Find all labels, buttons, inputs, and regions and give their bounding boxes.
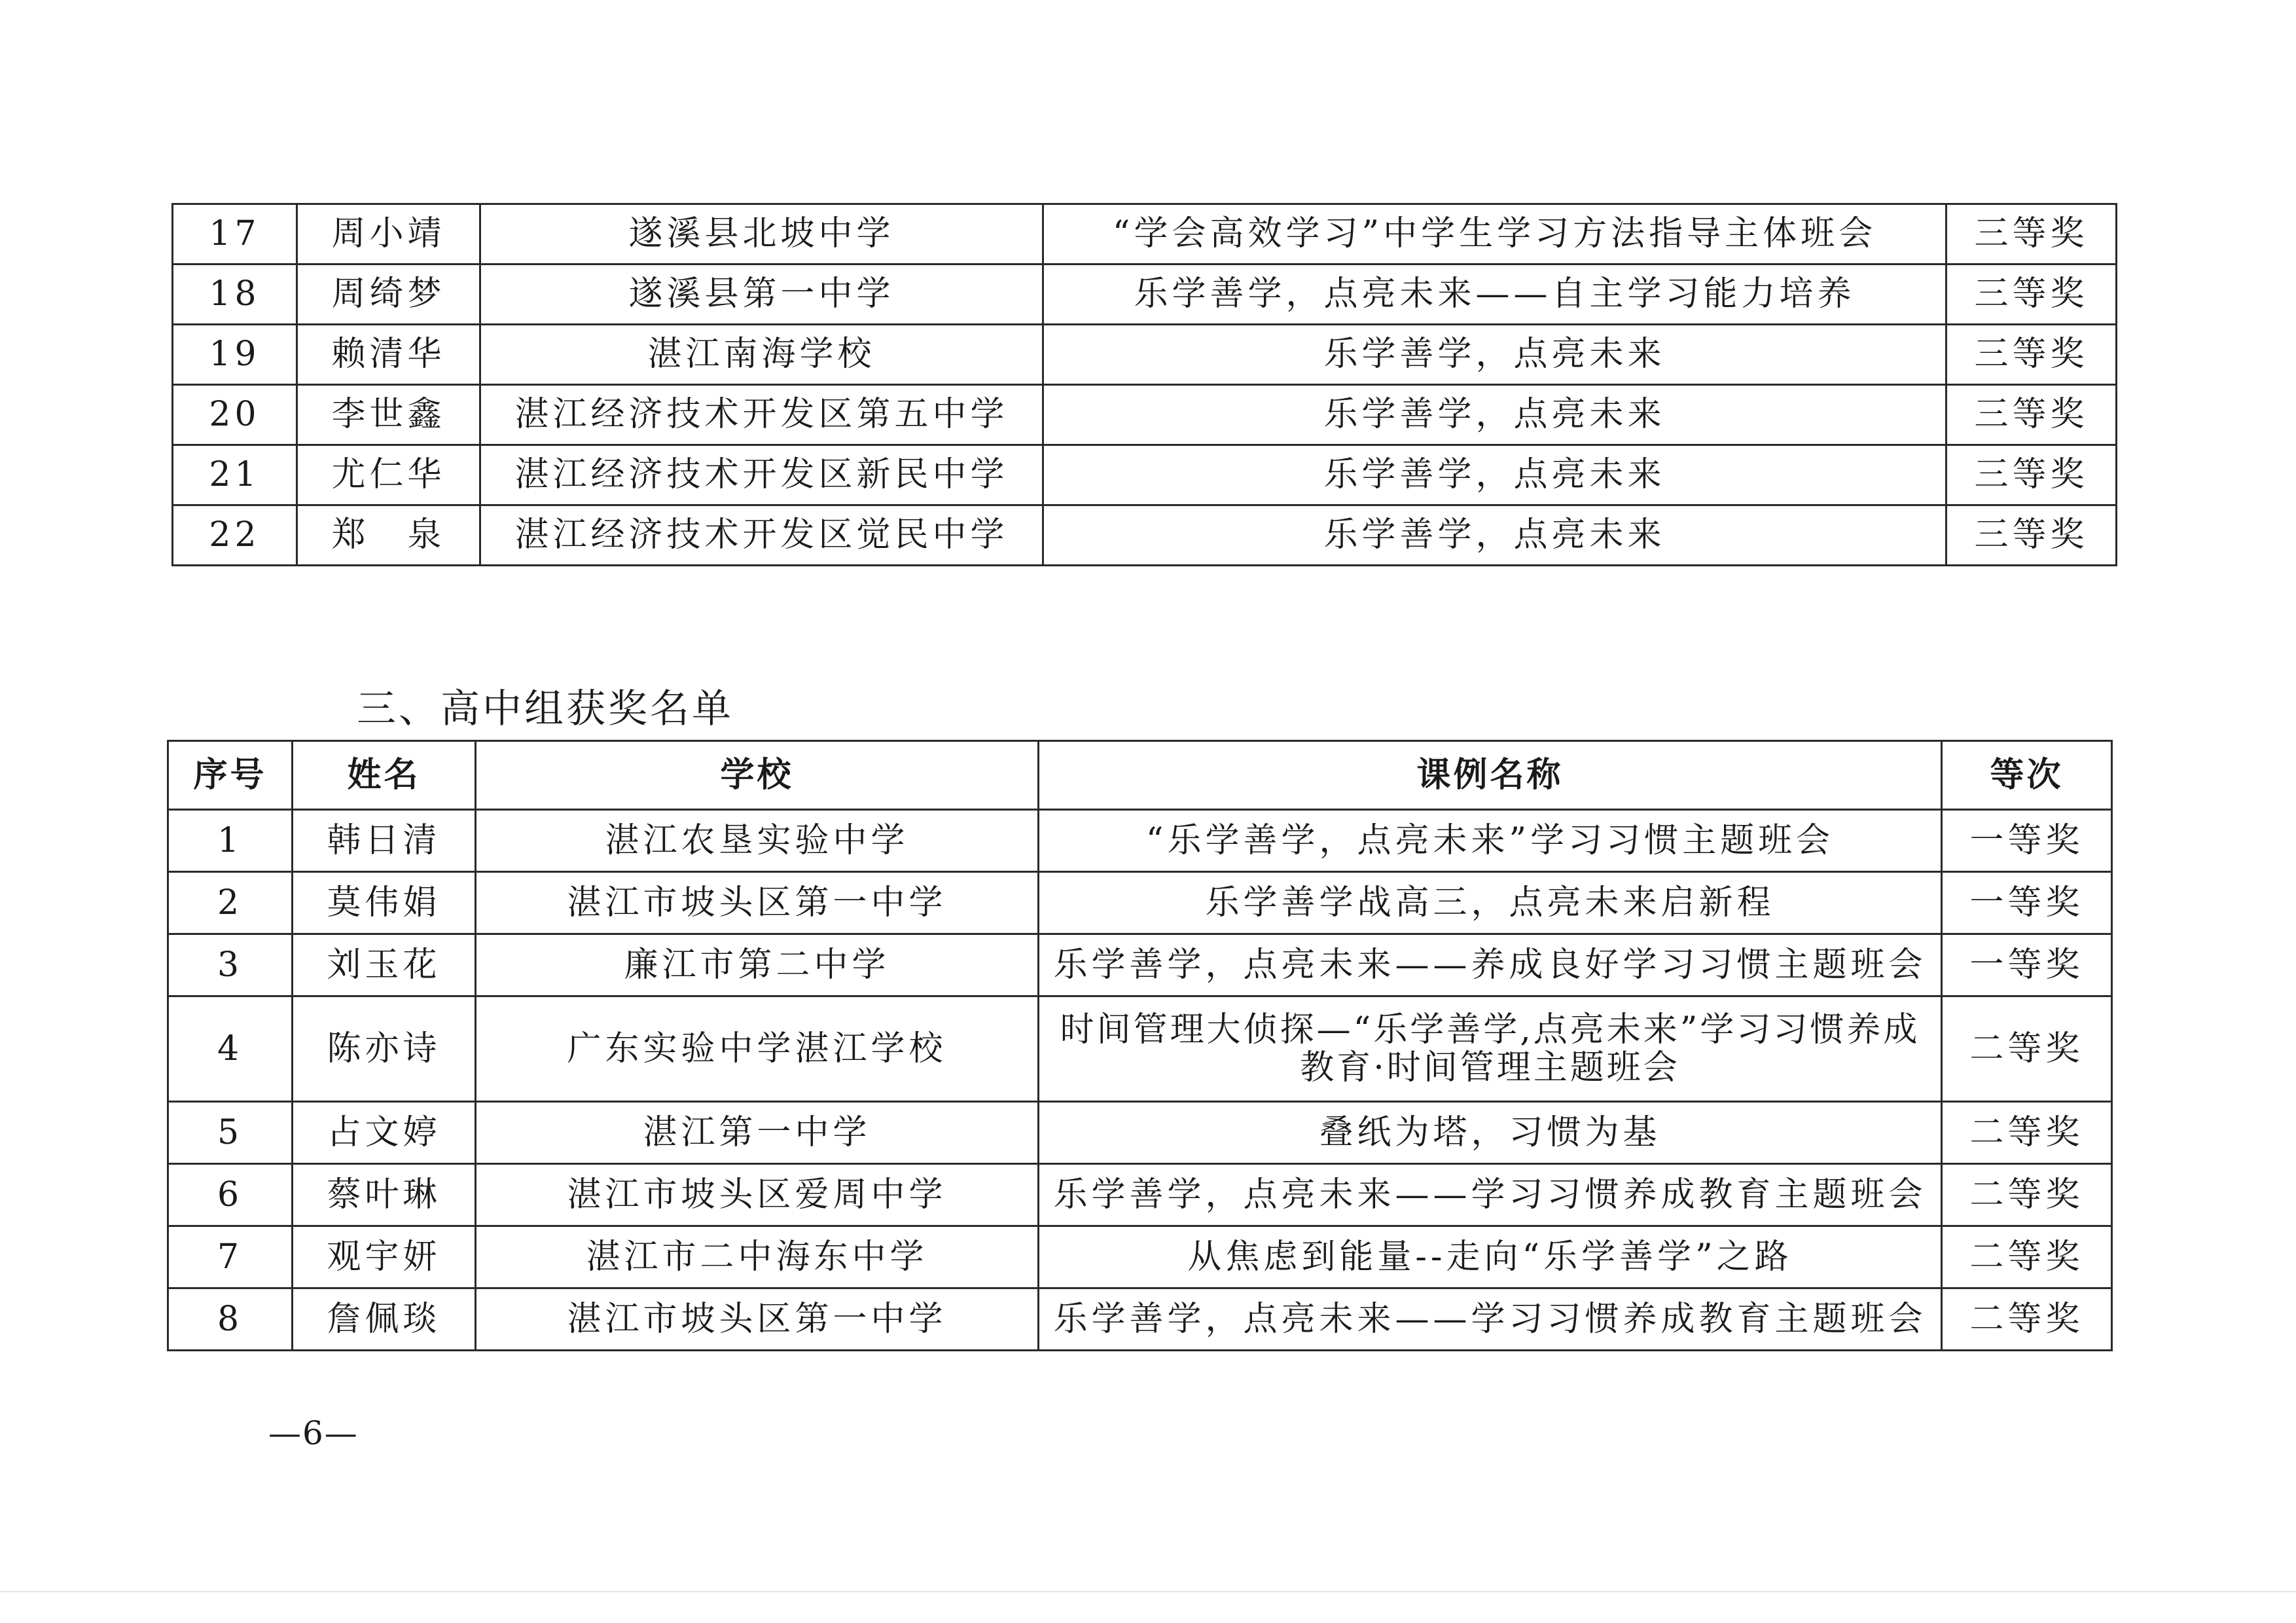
cell-name: 李世鑫 — [297, 385, 480, 445]
cell-award: 三等奖 — [1946, 204, 2117, 264]
cell-award: 三等奖 — [1946, 325, 2117, 385]
award-table-continued — [171, 203, 2117, 566]
cell-title: 乐学善学战高三，点亮未来启新程 — [1039, 872, 1942, 934]
cell-award: 二等奖 — [1942, 1102, 2112, 1164]
cell-name: 詹佩琰 — [293, 1288, 476, 1351]
header-award: 等次 — [1942, 741, 2112, 810]
cell-no: 5 — [168, 1102, 293, 1164]
cell-award: 二等奖 — [1942, 1164, 2112, 1226]
cell-name: 蔡叶琳 — [293, 1164, 476, 1226]
header-name: 姓名 — [293, 741, 476, 810]
cell-no: 22 — [173, 505, 297, 566]
cell-title: 从焦虑到能量--走向“乐学善学”之路 — [1039, 1226, 1942, 1288]
high-school-award-table — [167, 740, 2113, 1351]
cell-title: 乐学善学，点亮未来 — [1043, 325, 1946, 385]
cell-title: “乐学善学，点亮未来”学习习惯主题班会 — [1039, 810, 1942, 872]
cell-name: 赖清华 — [297, 325, 480, 385]
cell-no: 21 — [173, 445, 297, 505]
cell-award: 二等奖 — [1942, 1288, 2112, 1351]
cell-no: 8 — [168, 1288, 293, 1351]
cell-award: 二等奖 — [1942, 996, 2112, 1102]
cell-title: 乐学善学，点亮未来——学习习惯养成教育主题班会 — [1039, 1288, 1942, 1351]
table-row — [168, 1226, 2112, 1288]
section-title: 三、高中组获奖名单 — [357, 686, 734, 732]
table-row — [168, 810, 2112, 872]
cell-school: 湛江市二中海东中学 — [476, 1226, 1039, 1288]
cell-school: 湛江经济技术开发区觉民中学 — [480, 505, 1043, 566]
table-row — [168, 996, 2112, 1102]
table-row — [168, 1288, 2112, 1351]
cell-name: 莫伟娟 — [293, 872, 476, 934]
cell-award: 三等奖 — [1946, 445, 2117, 505]
cell-school: 湛江市坡头区第一中学 — [476, 1288, 1039, 1351]
cell-school: 湛江南海学校 — [480, 325, 1043, 385]
cell-title: 乐学善学，点亮未来 — [1043, 385, 1946, 445]
cell-title: 时间管理大侦探—“乐学善学,点亮未来”学习习惯养成教育·时间管理主题班会 — [1039, 996, 1942, 1102]
cell-no: 2 — [168, 872, 293, 934]
cell-school: 湛江经济技术开发区新民中学 — [480, 445, 1043, 505]
cell-name: 郑 泉 — [297, 505, 480, 566]
cell-name: 占文婷 — [293, 1102, 476, 1164]
table-row — [173, 264, 2117, 325]
cell-award: 一等奖 — [1942, 810, 2112, 872]
cell-school: 湛江第一中学 — [476, 1102, 1039, 1164]
cell-award: 二等奖 — [1942, 1226, 2112, 1288]
table-row — [173, 505, 2117, 566]
table-row — [168, 1164, 2112, 1226]
table-row — [173, 385, 2117, 445]
cell-no: 17 — [173, 204, 297, 264]
table-row — [173, 445, 2117, 505]
table-row — [173, 325, 2117, 385]
cell-no: 20 — [173, 385, 297, 445]
table-row — [173, 204, 2117, 264]
cell-name: 观宇妍 — [293, 1226, 476, 1288]
cell-no: 1 — [168, 810, 293, 872]
cell-title: 乐学善学，点亮未来 — [1043, 445, 1946, 505]
cell-no: 4 — [168, 996, 293, 1102]
cell-no: 19 — [173, 325, 297, 385]
table-header-row — [168, 741, 2112, 810]
cell-award: 三等奖 — [1946, 385, 2117, 445]
cell-no: 18 — [173, 264, 297, 325]
cell-school: 遂溪县第一中学 — [480, 264, 1043, 325]
cell-name: 尤仁华 — [297, 445, 480, 505]
header-school: 学校 — [476, 741, 1039, 810]
page-number: —6— — [268, 1414, 359, 1452]
header-no: 序号 — [168, 741, 293, 810]
cell-school: 湛江市坡头区爱周中学 — [476, 1164, 1039, 1226]
cell-name: 陈亦诗 — [293, 996, 476, 1102]
cell-name: 周小靖 — [297, 204, 480, 264]
cell-name: 韩日清 — [293, 810, 476, 872]
cell-name: 周绮梦 — [297, 264, 480, 325]
cell-school: 湛江市坡头区第一中学 — [476, 872, 1039, 934]
table-row — [168, 872, 2112, 934]
cell-school: 湛江经济技术开发区第五中学 — [480, 385, 1043, 445]
table-row — [168, 934, 2112, 996]
cell-title: 乐学善学，点亮未来——自主学习能力培养 — [1043, 264, 1946, 325]
cell-school: 广东实验中学湛江学校 — [476, 996, 1039, 1102]
cell-award: 三等奖 — [1946, 264, 2117, 325]
table-row — [168, 1102, 2112, 1164]
cell-name: 刘玉花 — [293, 934, 476, 996]
cell-no: 3 — [168, 934, 293, 996]
cell-school: 湛江农垦实验中学 — [476, 810, 1039, 872]
cell-no: 7 — [168, 1226, 293, 1288]
cell-award: 一等奖 — [1942, 872, 2112, 934]
cell-title: 叠纸为塔，习惯为基 — [1039, 1102, 1942, 1164]
cell-title: “学会高效学习”中学生学习方法指导主体班会 — [1043, 204, 1946, 264]
cell-school: 遂溪县北坡中学 — [480, 204, 1043, 264]
cell-award: 三等奖 — [1946, 505, 2117, 566]
cell-school: 廉江市第二中学 — [476, 934, 1039, 996]
header-title: 课例名称 — [1039, 741, 1942, 810]
cell-no: 6 — [168, 1164, 293, 1226]
cell-title: 乐学善学，点亮未来——学习习惯养成教育主题班会 — [1039, 1164, 1942, 1226]
scan-edge-line — [0, 1591, 2296, 1592]
cell-award: 一等奖 — [1942, 934, 2112, 996]
cell-title: 乐学善学，点亮未来——养成良好学习习惯主题班会 — [1039, 934, 1942, 996]
cell-title: 乐学善学，点亮未来 — [1043, 505, 1946, 566]
